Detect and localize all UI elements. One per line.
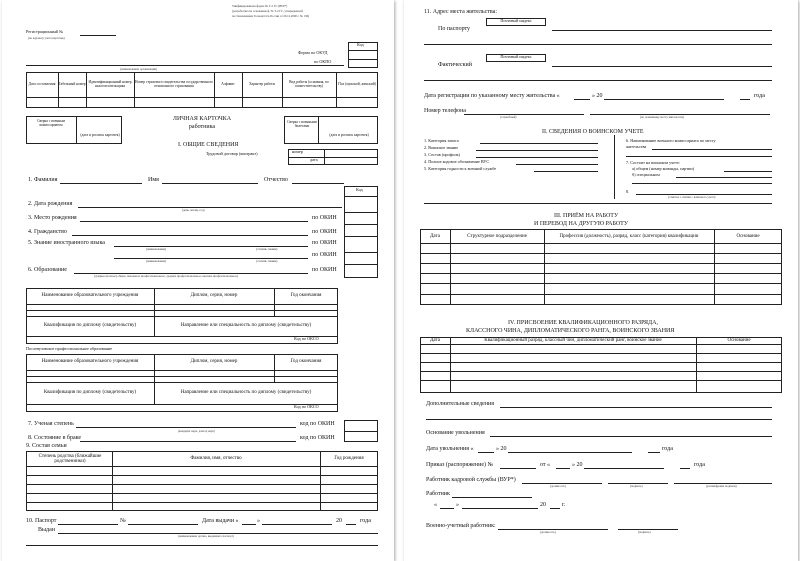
reg-date-tail-label: » 20 (592, 93, 603, 99)
mil-7: 7. Состоит на воинском учете: (626, 160, 680, 165)
f4-citizenship: 4. Гражданство (28, 229, 67, 235)
dismiss-basis: Основание увольнения (426, 430, 485, 436)
order-label: Приказ (распоряжение) № (426, 462, 494, 468)
lang-sub1b: (наименование) (146, 259, 167, 263)
order-from: от « (540, 462, 551, 468)
passport-year: 20 (336, 518, 342, 524)
mil-8-sub: (отметка о снятии с воинского учета) (668, 195, 716, 199)
contract-number: номер (292, 149, 303, 154)
passport-issue-date: Дата выдачи « (202, 518, 239, 524)
mil-sub2: (подпись) (638, 530, 651, 534)
edu-inst-2: Наименование образовательного учреждения (41, 359, 139, 365)
worker-date-close: » (456, 502, 459, 508)
f1-name: Имя (148, 177, 159, 183)
edu-okso-1: Код по ОКСО (294, 336, 319, 341)
dismiss-date-tail: » 20 (496, 446, 507, 452)
col-sex: Пол (мужской, женский) (338, 82, 376, 87)
f7-sub: (кандидат наук, доктор наук) (178, 429, 215, 433)
passport-issue-close: » (257, 518, 260, 524)
hire-col-basis: Основание (736, 233, 760, 239)
f8-okin: код по ОКИН (300, 435, 335, 441)
mil-sub1: (должность) (540, 530, 556, 534)
address-actual: Фактический (438, 62, 472, 68)
edu-year-1: Год окончания (290, 293, 322, 299)
sverka-left: Сверка с военным комиссариатом (37, 119, 65, 127)
lang-sub1: (наименование) (146, 247, 167, 251)
edu-year-2: Год окончания (290, 359, 322, 365)
edu-direction-1: Направление или специальность по диплому (свидетельству) (180, 323, 312, 329)
section-2-title: II. СВЕДЕНИЯ О ВОИНСКОМ УЧЕТЕ (542, 129, 644, 135)
family-fio: Фамилия, имя, отчество (190, 456, 242, 462)
edu-diploma-1: Диплом, серия, номер (190, 293, 238, 299)
tel-sub1: (служебный) (500, 115, 517, 119)
org-name-sub: (наименование организации) (120, 67, 157, 71)
f2-birth: 2. Дата рождения (28, 201, 73, 207)
section-1-title: I. ОБЩИЕ СВЕДЕНИЯ (178, 142, 239, 148)
section-4-title-a: IV. ПРИСВОЕНИЕ КВАЛИФИКАЦИОННОГО РАЗРЯДА, (508, 320, 658, 326)
mil-6b: жительства (626, 144, 647, 149)
col-inn: Идентификационный номер налогоплательщика (88, 80, 132, 88)
mil-5: 5. Категория годности к военной службе (424, 166, 497, 171)
left-page (2, 0, 394, 561)
header-decree: постановлением Госкомстата России от 29.12.2000 г. № 136) (232, 14, 310, 18)
section-3-title-a: III. ПРИЁМ НА РАБОТУ (554, 213, 619, 219)
tel-sub2: (по домашнему месту жительства) (640, 115, 685, 119)
col-alpha: Алфавит (221, 82, 235, 87)
f1-patronymic: Отчество (264, 177, 288, 183)
mil-3: 3. Состав (профиль) (424, 152, 460, 157)
reg-date-year: года (754, 93, 765, 99)
col-type: Вид работы (основная, по совместительству) (289, 80, 329, 88)
rank-col-basis: Основание (727, 337, 751, 343)
order-tail: » 20 (572, 462, 583, 468)
col-snils: Номер страхового свидетельства государственного пенсионного страхования (135, 80, 213, 88)
edu-qualif-1: Квалификация по диплому (свидетельству) (43, 323, 137, 329)
code-col-label: Код (356, 187, 363, 192)
address-by-passport: По паспорту (438, 26, 471, 32)
mil-8: 8. (626, 189, 630, 194)
hr-sub2: (подпись) (630, 484, 643, 488)
reg-number: Регистрационный № (26, 29, 63, 34)
family-year: Год рождения (334, 456, 364, 462)
f8-marital: 8. Состояние в браке (28, 435, 82, 441)
edu-okso-2: Код по ОКСО (294, 404, 319, 409)
worker-date-open: « (434, 502, 437, 508)
col-tab: Табельный номер (58, 82, 86, 87)
card-title1: ЛИЧНАЯ КАРТОЧКА (172, 116, 232, 122)
sverka-right: Сверка с военными билетами (287, 120, 317, 128)
mil-4: 4. Полное кодовое обозначение ВУС (424, 159, 490, 164)
card-title2: работника (188, 124, 216, 130)
f12-phone: Номер телефона (424, 108, 466, 114)
hr-sub3: (расшифровка подписи) (706, 484, 737, 488)
mil-worker: Военно-учетный работник: (426, 523, 496, 529)
passport-year-word: года (360, 518, 371, 524)
reg-date: Дата регистрации по указанному месту жительства « (424, 93, 560, 99)
rank-table (420, 337, 782, 393)
col-date: Дата составления (28, 82, 56, 87)
hire-col-date: Дата (430, 233, 440, 239)
hire-col-unit: Структурное подразделение (467, 233, 527, 239)
f7-degree: 7. Ученая степень (28, 421, 74, 427)
passport-num: № (120, 518, 126, 524)
hr-worker: Работник кадровой службы (ВУР*) (426, 477, 516, 483)
f6-okin: по ОКИН (312, 267, 337, 273)
passport-issued: Выдан (38, 527, 55, 533)
f4-okin: по ОКИН (312, 229, 337, 235)
postcode-label-2: Почтовый индекс (500, 54, 532, 59)
passport-issued-sub: (наименование органа, выдавшего паспорт) (178, 534, 234, 538)
header-form: Унифицированная форма № Т-2 ГС (ВУР*) (232, 4, 288, 8)
f5b-okin: по ОКИН (312, 252, 337, 258)
mil-7a: а) общем (номер команды, партии) (632, 166, 695, 171)
edu-diploma-2: Диплом, серия, номер (190, 359, 238, 365)
hire-col-position: Профессия (должность), разряд, класс (категория) квалификации (559, 233, 699, 239)
postgrad-label: Послевузовское профессиональное образование (26, 346, 112, 351)
postcode-label-1: Почтовый индекс (500, 18, 532, 23)
f5-language: 5. Знание иностранного языка (28, 240, 105, 246)
f5-okin: по ОКИН (312, 240, 337, 246)
edu-direction-2: Направление или специальность по диплому (свидетельству) (180, 390, 312, 396)
contract-label: Трудовой договор (контракт) (206, 151, 258, 156)
f11-address: 11. Адрес места жительства: (424, 9, 498, 15)
sverka-left-sign: (дата и роспись карточек) (80, 133, 120, 138)
f6-education: 6. Образование (28, 267, 67, 273)
reg-number-sub: (по журналу учета карточек) (28, 36, 65, 40)
contract-date: дата (310, 157, 318, 162)
f6-sub: (среднее (полное) общее, начальное профессиональное, среднее профессиональное, высшее профессиональное) (94, 274, 238, 278)
f3-birthplace: 3. Место рождения (28, 215, 77, 221)
right-page (404, 0, 798, 561)
extra-info: Дополнительные сведения (426, 401, 495, 407)
hr-sub1: (должность) (550, 484, 566, 488)
okud-label: Форма по ОКУД (298, 50, 328, 55)
order-year: года (694, 462, 705, 468)
dismiss-year: года (662, 446, 673, 452)
edu-qualif-2: Квалификация по диплому (свидетельству) (43, 390, 137, 396)
f9-family: 9. Состав семьи (26, 443, 67, 449)
col-char: Характер работы (248, 82, 276, 87)
mil-2: 2. Воинское звание (424, 145, 459, 150)
f3-okin: по ОКИН (312, 215, 337, 221)
family-degree: Степень родства (ближайшие родственники) (38, 453, 102, 464)
f1-surname: 1. Фамилия (28, 177, 58, 183)
rank-col-rank: Квалификационный разряд, классный чин, дипломатический ранг, воинское звание (484, 337, 662, 343)
f7-okin: код по ОКИН (300, 421, 335, 427)
header-basis: (разработана на основании ф. № Т-2 ГС, утвержденной (232, 9, 303, 13)
okpo-label: по ОКПО (314, 59, 332, 64)
lang-sub2b: (степень знания) (256, 259, 278, 263)
mil-7b: б) специальном (632, 172, 660, 177)
dismiss-date: Дата увольнения « (426, 446, 474, 452)
edu-inst-1: Наименование образовательного учреждения (41, 293, 139, 299)
lang-sub2: (степень знания) (256, 247, 278, 251)
kod-label: Код (357, 42, 364, 47)
sverka-right-sign: (дата и роспись карточек) (329, 133, 369, 138)
f10-passport: 10. Паспорт (26, 518, 57, 524)
section-3-title-b: И ПЕРЕВОД НА ДРУГУЮ РАБОТУ (534, 221, 629, 227)
rank-col-date: Дата (430, 337, 440, 343)
mil-1: 1. Категория запаса (424, 138, 459, 143)
f2-sub: (день, месяц, год) (182, 208, 205, 212)
section-4-title-b: КЛАССНОГО ЧИНА, ДИПЛОМАТИЧЕСКОГО РАНГА, ВОИНСКОГО ЗВАНИЯ (466, 328, 675, 334)
worker-label: Работник (426, 491, 450, 497)
worker-year: 20 (540, 502, 546, 508)
worker-year-g: г. (562, 502, 566, 508)
mil-6a: 6. Наименование военного комиссариата по месту (626, 138, 716, 143)
